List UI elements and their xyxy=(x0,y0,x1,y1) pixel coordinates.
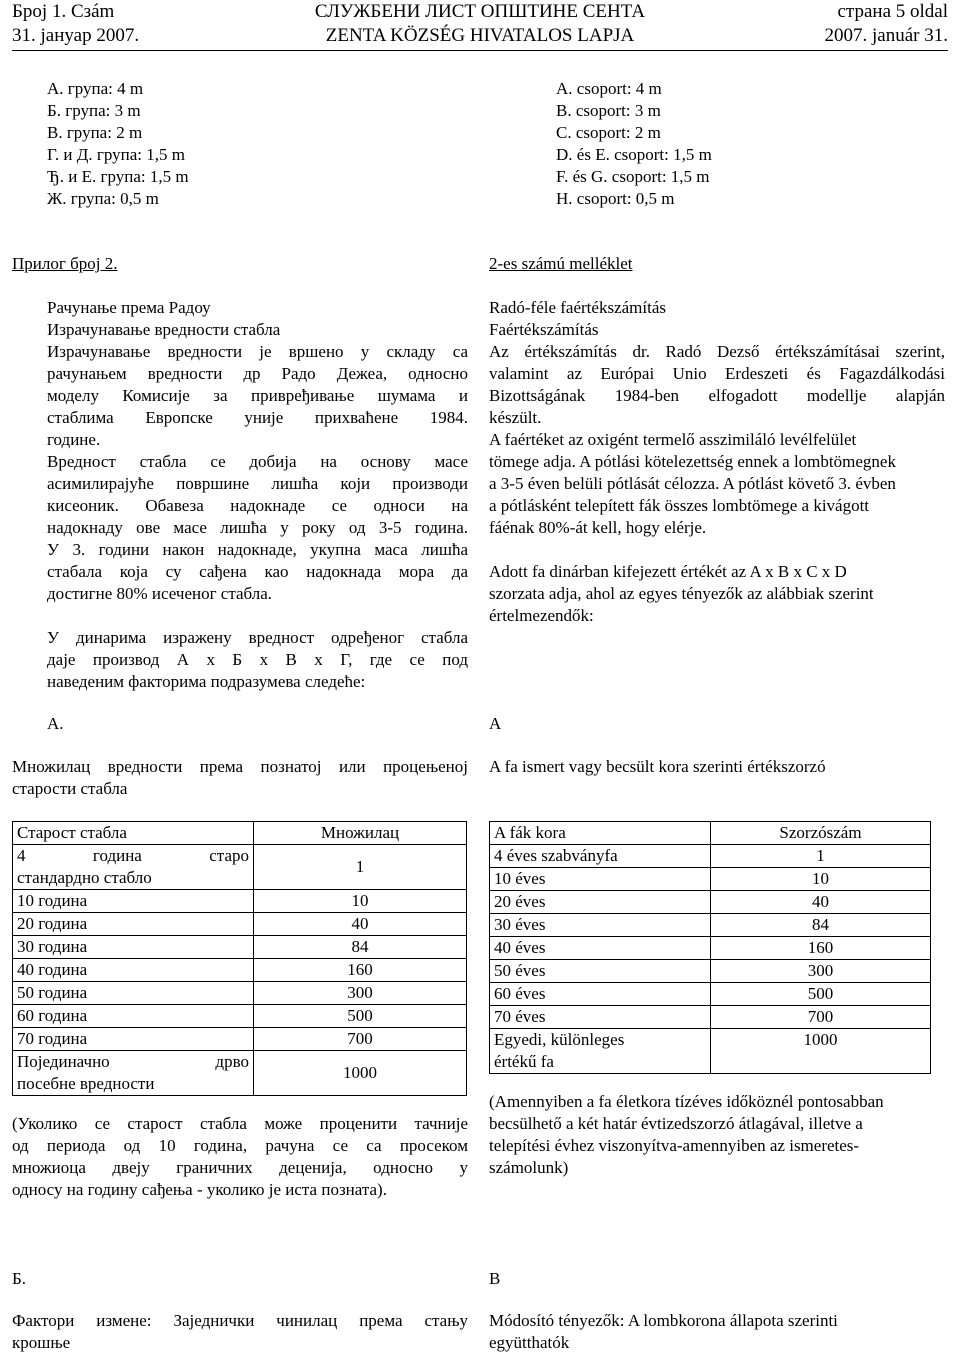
page-header xyxy=(12,0,948,48)
table-header-row xyxy=(490,822,931,845)
list-item: D. és E. csoport: 1,5 m xyxy=(556,145,712,164)
group-list-sr xyxy=(47,78,447,210)
header-cell: Множилац xyxy=(254,822,467,845)
table-cell: 1000 xyxy=(254,1051,467,1096)
table-cell: 50 éves xyxy=(490,960,711,983)
note-sr: (Уколико се старост стабла може проценити тачније од периода од 10 година, рачуна се са просеком множиоца двеју граничних деценија, односно у односу на годину сађења - уколико је иста позната). xyxy=(12,1114,468,1199)
paragraph-3-hu: Adott fa dinárban kifejezett értékét az A x B x C x D szorzata adja, ahol az egyes tényezők az alábbiak szerint értelmezendők: xyxy=(489,562,874,625)
table-cell: Egyedi, különleges értékű fa xyxy=(490,1029,711,1074)
table-cell: 10 xyxy=(711,868,931,891)
section-a-hu: A xyxy=(489,714,502,733)
table-row xyxy=(490,937,931,960)
table-cell: 700 xyxy=(711,1006,931,1029)
table-cell: 500 xyxy=(254,1005,467,1028)
table-cell: 84 xyxy=(254,936,467,959)
table-row xyxy=(490,868,931,891)
table-row xyxy=(490,845,931,868)
table-cell: 30 éves xyxy=(490,914,711,937)
table-cell: 1 xyxy=(711,845,931,868)
paragraph-1-sr: Израчунавање вредности је вршено у складу са рачунањем вредности др Радо Дежеа, односно моделу Комисије за привређивање шумама и стаблима Европске уније прихваћене 1984. године. xyxy=(47,342,468,449)
table-cell: 20 година xyxy=(13,913,254,936)
body-sr xyxy=(47,297,468,693)
section-a-sr: А. xyxy=(47,714,64,733)
table-row xyxy=(13,913,467,936)
table-cell: 1 xyxy=(254,845,467,890)
table-row xyxy=(490,983,931,1006)
table-cell: 500 xyxy=(711,983,931,1006)
table-cell: 20 éves xyxy=(490,891,711,914)
paragraph-3-sr: У динарима изражену вредност одређеног стабла даје производ А x Б x В x Г, где се под наведеним факторима подразумева следеће: xyxy=(47,628,468,691)
list-item: Б. група: 3 m xyxy=(47,101,141,120)
a-description-hu: A fa ismert vagy becsült kora szerinti értékszorzó xyxy=(489,757,826,776)
table-row xyxy=(13,1028,467,1051)
date-hu: 2007. január 31. xyxy=(824,25,948,46)
table-cell: 70 година xyxy=(13,1028,254,1051)
section-b-hu: B xyxy=(489,1269,501,1288)
multiplier-table-sr xyxy=(12,821,467,1096)
list-item: A. csoport: 4 m xyxy=(556,79,662,98)
table-row xyxy=(13,1005,467,1028)
table-header-row xyxy=(13,822,467,845)
paragraph-2-hu: A faértéket az oxigént termelő asszimiláló levélfelület tömege adja. A pótlási kötelezettség ennek a lombtömegnek a 3-5 éven belüli pótlását célozza. A pótlást követő 3. évben a pótlásként telepített fák összes lombtömege a kivágott fáénak 80%-át kell, hogy elérje. xyxy=(489,430,896,537)
page-number: страна 5 oldal xyxy=(837,1,948,22)
table-row xyxy=(490,891,931,914)
table-row xyxy=(490,960,931,983)
table-cell: 4 éves szabványfa xyxy=(490,845,711,868)
header-cell: Szorzószám xyxy=(711,822,931,845)
table-row xyxy=(490,1006,931,1029)
table-cell: 60 éves xyxy=(490,983,711,1006)
table-cell: 70 éves xyxy=(490,1006,711,1029)
list-item: B. csoport: 3 m xyxy=(556,101,661,120)
table-row xyxy=(490,1029,931,1074)
table-cell: 40 година xyxy=(13,959,254,982)
header-cell: A fák kora xyxy=(490,822,711,845)
b-description-hu: Módosító tényezők: A lombkorona állapota szerinti együtthatók xyxy=(489,1311,838,1352)
table-cell: 30 година xyxy=(13,936,254,959)
list-item: Ж. група: 0,5 m xyxy=(47,189,159,208)
publication-title-hu: ZENTA KÖZSÉG HIVATALOS LAPJA xyxy=(325,25,635,46)
calc-title-sr: Рачунање према Радоу xyxy=(47,298,211,317)
table-cell: 10 xyxy=(254,890,467,913)
table-row xyxy=(13,936,467,959)
table-row xyxy=(13,845,467,890)
table-cell: 160 xyxy=(711,937,931,960)
list-item: Ђ. и Е. група: 1,5 m xyxy=(47,167,189,186)
table-row xyxy=(13,959,467,982)
multiplier-table-hu xyxy=(489,821,931,1074)
list-item: C. csoport: 2 m xyxy=(556,123,661,142)
table-cell: 10 година xyxy=(13,890,254,913)
table-cell: 40 éves xyxy=(490,937,711,960)
attachment-title-hu: 2-es számú melléklet xyxy=(489,254,633,273)
calc-subtitle-sr: Израчунавање вредности стабла xyxy=(47,320,281,339)
header-rule xyxy=(12,50,948,51)
table-row xyxy=(13,890,467,913)
table-row xyxy=(490,914,931,937)
body-hu xyxy=(489,297,945,627)
header-cell: Старост стабла xyxy=(13,822,254,845)
paragraph-1-hu: Az értékszámítás dr. Radó Dezső értékszámításai szerint, valamint az Európai Unio Erdeszeti és Fagazdálkodási Bizottságának 1984-ben elfogadott modellje alapján készült. xyxy=(489,342,945,427)
table-cell: 50 година xyxy=(13,982,254,1005)
table-row xyxy=(13,1051,467,1096)
calc-title-hu: Radó-féle faértékszámítás xyxy=(489,298,666,317)
a-description-sr: Множилац вредности према познатој или процењеној старости стабла xyxy=(12,757,468,798)
table-cell: 160 xyxy=(254,959,467,982)
list-item: В. група: 2 m xyxy=(47,123,143,142)
section-b-sr: Б. xyxy=(12,1269,27,1288)
table-cell: 300 xyxy=(254,982,467,1005)
list-item: F. és G. csoport: 1,5 m xyxy=(556,167,710,186)
list-item: Г. и Д. група: 1,5 m xyxy=(47,145,185,164)
table-cell: 10 éves xyxy=(490,868,711,891)
publication-title-sr: СЛУЖБЕНИ ЛИСТ ОПШТИНЕ СЕНТА xyxy=(314,1,646,22)
table-cell: 1000 xyxy=(711,1029,931,1074)
table-cell: 84 xyxy=(711,914,931,937)
list-item: А. група: 4 m xyxy=(47,79,144,98)
table-cell: Појединачно дрво посебне вредности xyxy=(13,1051,254,1096)
calc-subtitle-hu: Faértékszámítás xyxy=(489,320,599,339)
list-item: H. csoport: 0,5 m xyxy=(556,189,675,208)
issue-number: Број 1. Сзám xyxy=(12,1,115,22)
table-row xyxy=(13,982,467,1005)
table-cell: 40 xyxy=(254,913,467,936)
date-sr: 31. јануар 2007. xyxy=(12,25,140,46)
attachment-title-sr: Прилог број 2. xyxy=(12,254,118,273)
b-description-sr: Фактори измене: Заједнички чинилац према стању крошње xyxy=(12,1311,468,1352)
table-cell: 40 xyxy=(711,891,931,914)
paragraph-2-sr: Вредност стабла се добија на основу масе асимилирајуће површине лишћа који производи кисеоник. Обавеза надокнаде се односи на надокнаду ове масе лишћа у року од 3-5 година. У 3. години након надокнаде, укупна маса лишћа стабала која су сађена као надокнада мора да достигне 80% исеченог стабла. xyxy=(47,452,468,603)
table-cell: 300 xyxy=(711,960,931,983)
table-cell: 700 xyxy=(254,1028,467,1051)
group-list-hu xyxy=(556,78,936,210)
table-cell: 60 година xyxy=(13,1005,254,1028)
table-cell: 4 година старо стандардно стабло xyxy=(13,845,254,890)
note-hu: (Amennyiben a fa életkora tízéves időköznél pontosabban becsülhető a két határ évtizedszorzó átlagával, illetve a telepítési évhez viszonyítva-amennyiben az ismeretes- számolunk) xyxy=(489,1092,884,1177)
